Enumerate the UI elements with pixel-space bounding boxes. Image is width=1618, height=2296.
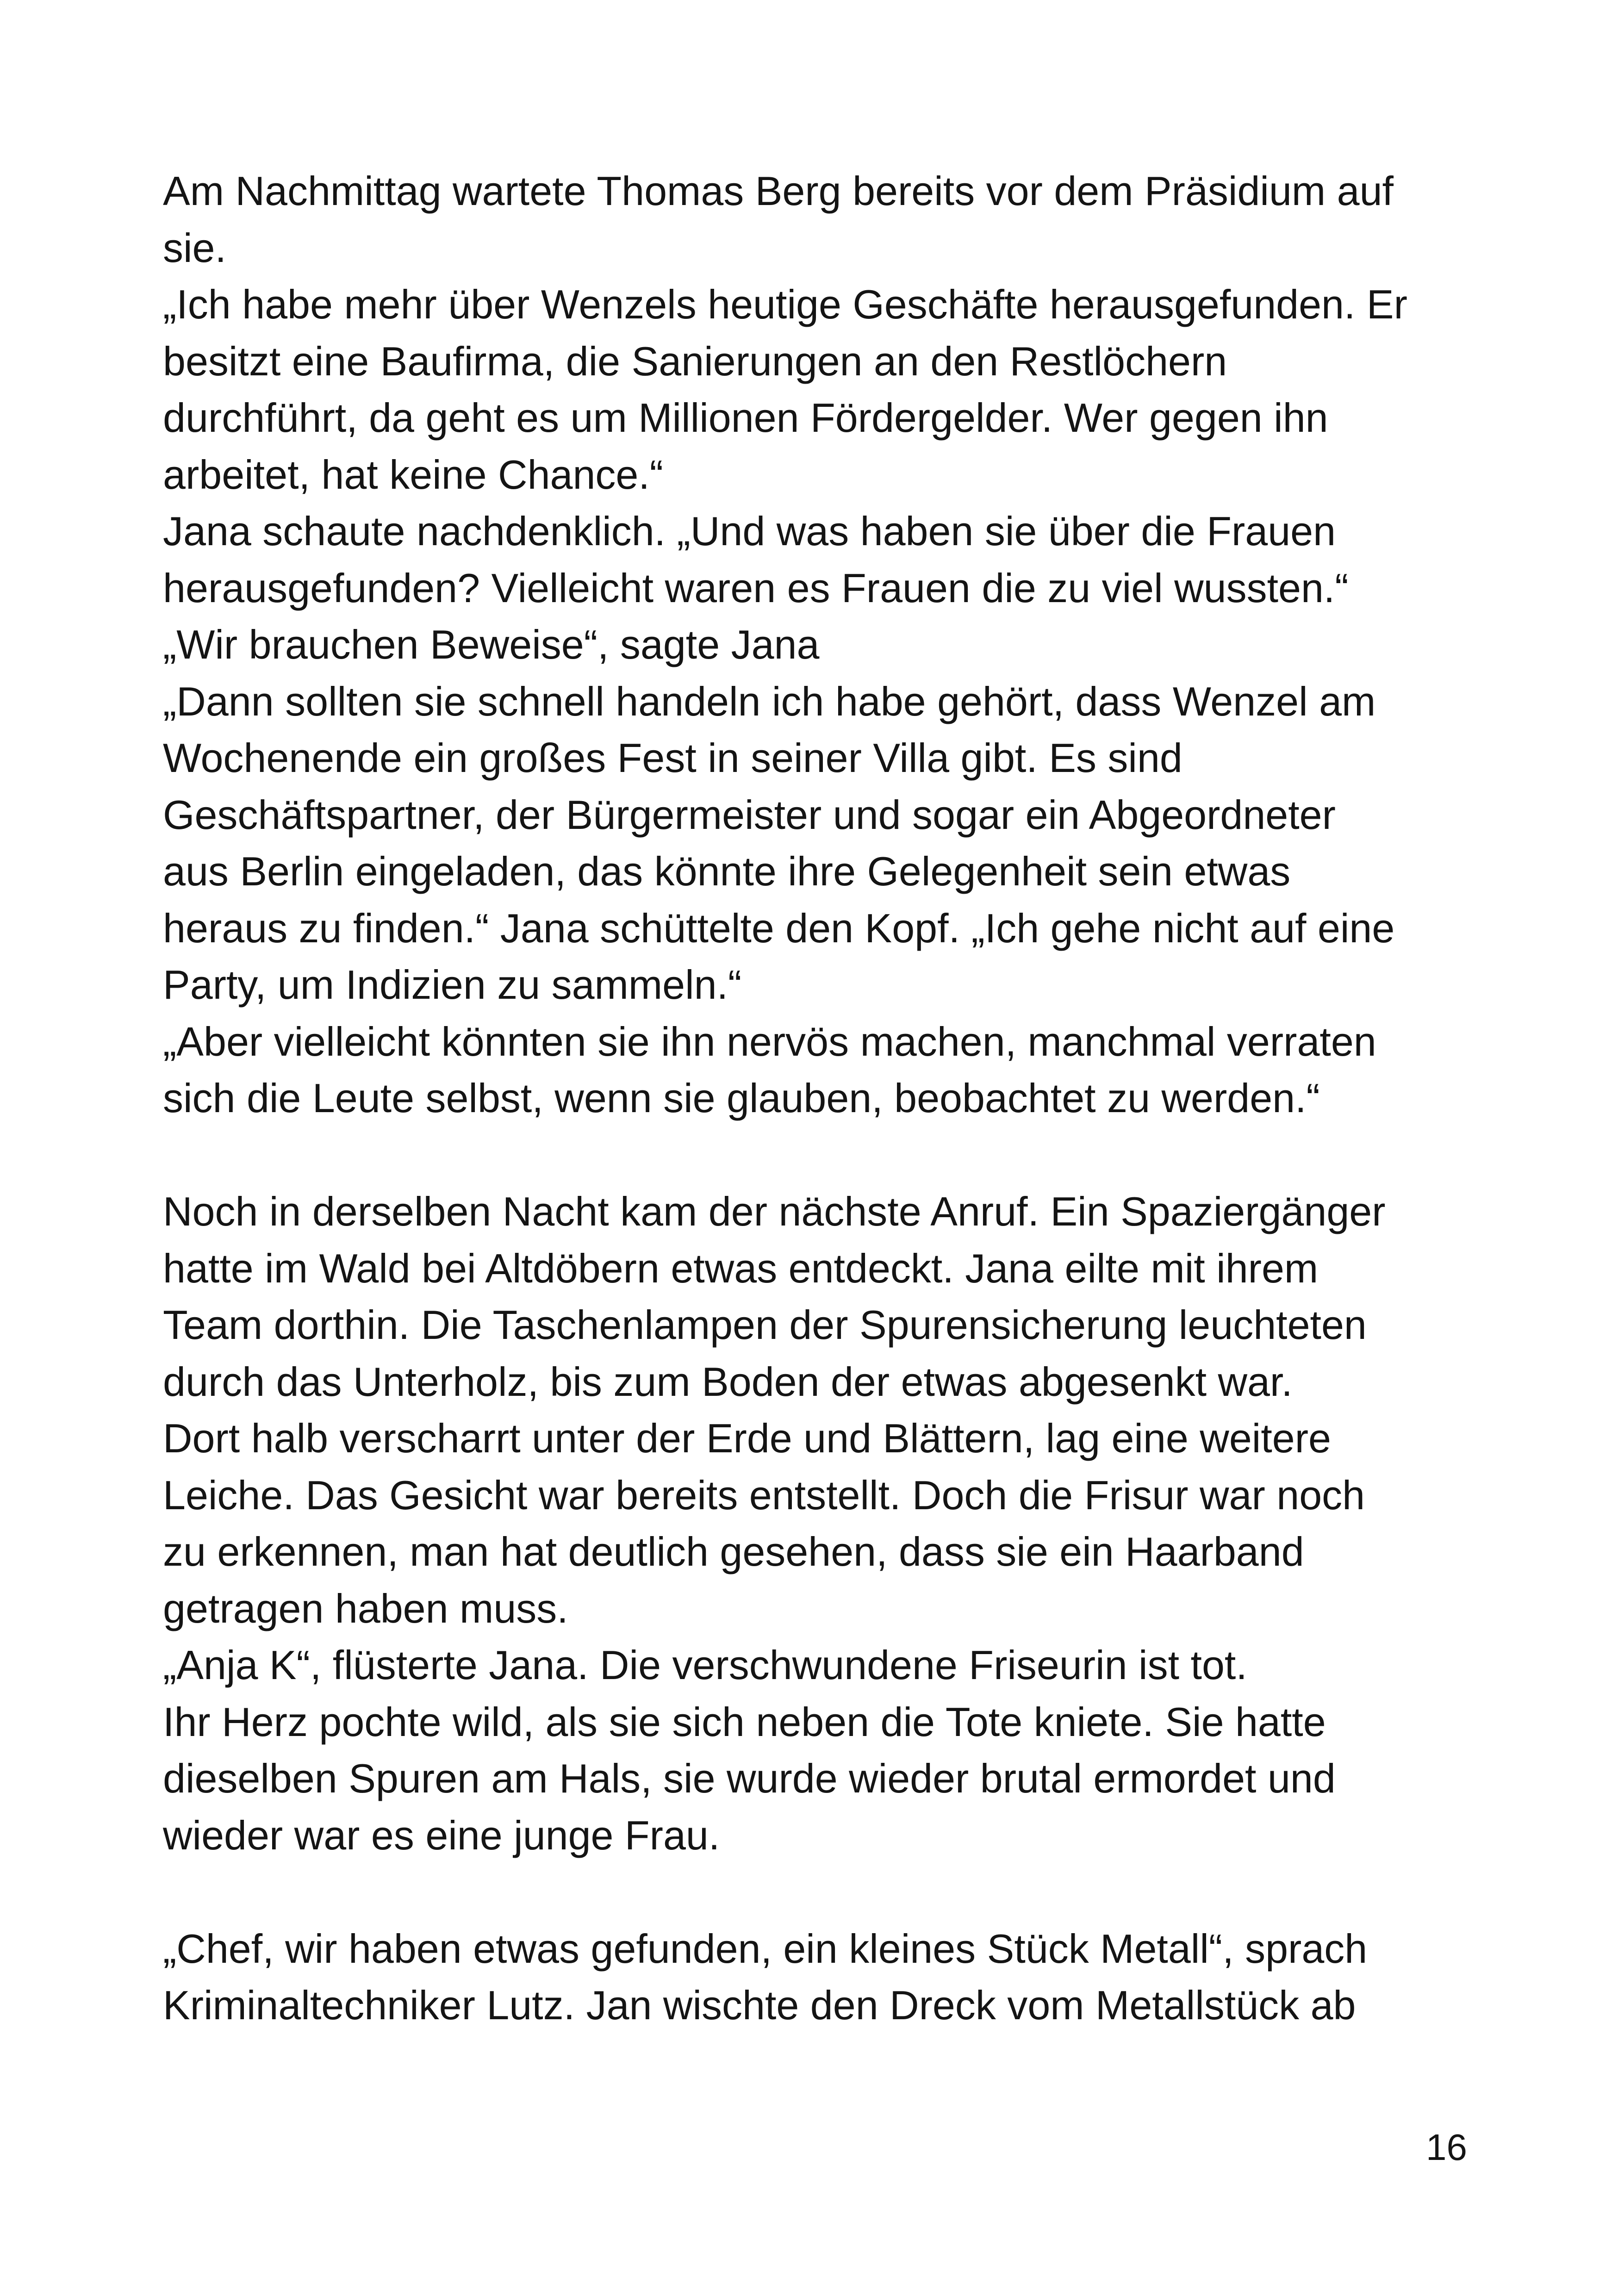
text-line: Leiche. Das Gesicht war bereits entstellt. Doch die Frisur war noch (163, 1472, 1365, 1518)
text-line: durch das Unterholz, bis zum Boden der etwas abgesenkt war. (163, 1358, 1293, 1405)
text-line: dieselben Spuren am Hals, sie wurde wieder brutal ermordet und (163, 1755, 1336, 1801)
text-line: getragen haben muss. (163, 1585, 568, 1631)
text-line: herausgefunden? Vielleicht waren es Frauen die zu viel wussten.“ (163, 565, 1349, 611)
text-line: Dort halb verscharrt unter der Erde und Blättern, lag eine weitere (163, 1415, 1331, 1461)
text-line: arbeitet, hat keine Chance.“ (163, 451, 664, 498)
body-text (163, 163, 1459, 2034)
text-line: Jana schaute nachdenklich. „Und was haben sie über die Frauen (163, 508, 1336, 554)
text-line: „Wir brauchen Beweise“, sagte Jana (163, 622, 820, 667)
text-line: „Aber vielleicht könnten sie ihn nervös machen, manchmal verraten (163, 1018, 1376, 1064)
text-line: sich die Leute selbst, wenn sie glauben, beobachtet zu werden.“ (163, 1075, 1320, 1121)
paragraph-gap (163, 1864, 1459, 1921)
text-line: heraus zu finden.“ Jana schüttelte den Kopf. „Ich gehe nicht auf eine (163, 905, 1395, 951)
text-line: zu erkennen, man hat deutlich gesehen, dass sie ein Haarband (163, 1529, 1304, 1574)
text-line: Team dorthin. Die Taschenlampen der Spurensicherung leuchteten (163, 1302, 1367, 1348)
paragraph-gap (163, 1127, 1459, 1184)
text-line: wieder war es eine junge Frau. (163, 1812, 720, 1858)
paragraph (163, 1921, 1459, 2034)
text-line: Geschäftspartner, der Bürgermeister und sogar ein Abgeordneter (163, 791, 1336, 838)
text-line: „Chef, wir haben etwas gefunden, ein kleines Stück Metall“, sprach (163, 1925, 1368, 1972)
text-line: Kriminaltechniker Lutz. Jan wischte den Dreck vom Metallstück ab (163, 1982, 1356, 2028)
page-number: 16 (1426, 2127, 1467, 2168)
text-line: „Anja K“, flüsterte Jana. Die verschwundene Friseurin ist tot. (163, 1642, 1247, 1688)
text-line: aus Berlin eingeladen, das könnte ihre Gelegenheit sein etwas (163, 848, 1291, 894)
text-line: durchführt, da geht es um Millionen Fördergelder. Wer gegen ihn (163, 395, 1328, 441)
text-line: Wochenende ein großes Fest in seiner Villa gibt. Es sind (163, 735, 1182, 781)
text-line: hatte im Wald bei Altdöbern etwas entdeckt. Jana eilte mit ihrem (163, 1245, 1319, 1291)
text-line: Noch in derselben Nacht kam der nächste Anruf. Ein Spaziergänger (163, 1188, 1386, 1234)
text-line: Am Nachmittag wartete Thomas Berg bereits vor dem Präsidium auf (163, 168, 1394, 214)
text-line: „Ich habe mehr über Wenzels heutige Geschäfte herausgefunden. Er (163, 281, 1407, 327)
text-line: besitzt eine Baufirma, die Sanierungen an den Restlöchern (163, 338, 1227, 384)
text-line: sie. (163, 224, 226, 271)
paragraph (163, 1183, 1459, 1864)
text-line: Ihr Herz pochte wild, als sie sich neben die Tote kniete. Sie hatte (163, 1699, 1326, 1745)
text-line: „Dann sollten sie schnell handeln ich habe gehört, dass Wenzel am (163, 678, 1376, 724)
text-line: Party, um Indizien zu sammeln.“ (163, 962, 742, 1008)
paragraph (163, 163, 1459, 1127)
